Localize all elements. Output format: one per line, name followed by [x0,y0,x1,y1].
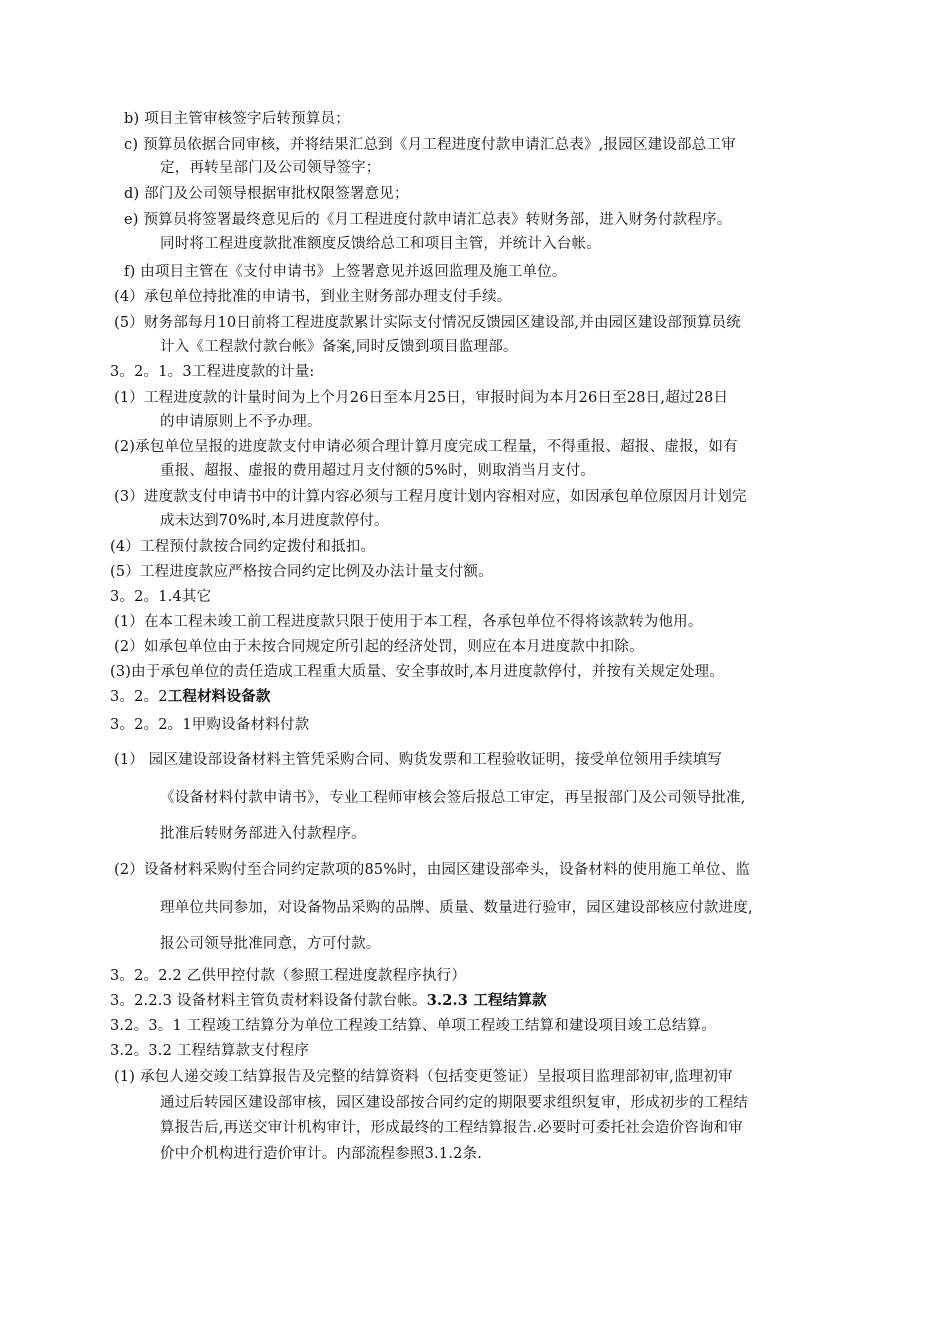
text-line-11: 3。2。1。3工程进度款的计量: [110,364,315,380]
text-line-5: e) 预算员将签署最终意见后的《月工程进度付款申请汇总表》转财务部，进入财务付款程序。 [124,212,732,228]
text-line-22: (2）如承包单位由于未按合同规定所引起的经济处罚，则应在本月进度款中扣除。 [114,639,644,655]
text-line-31: 报公司领导批准同意，方可付款。 [160,936,381,952]
text-line-32: 3。2。2.2 乙供甲控付款（参照工程进度款程序执行） [110,968,467,984]
text-line-2: c) 预算员依据合同审核，并将结果汇总到《月工程进度付款申请汇总表》,报园区建设部总工审 [124,137,736,153]
text-line-14: (2)承包单位呈报的进度款支付申请必须合理计算月度完成工程量，不得重报、超报、虚报，如有 [114,439,738,455]
text-line-21: (1）在本工程未竣工前工程进度款只限于使用于本工程，各承包单位不得将该款转为他用。 [114,614,703,630]
text-line-15: 重报、超报、虚报的费用超过月支付额的5%时，则取消当月支付。 [160,463,596,479]
text-line-17: 成未达到70%时,本月进度款停付。 [160,513,389,529]
text-line-9: (5）财务部每月10日前将工程进度款累计实际支付情况反馈园区建设部,并由园区建设部预算员统 [114,315,741,331]
text-line-39: 价中介机构进行造价审计。内部流程参照3.1.2条. [160,1146,483,1162]
text-line-38: 算报告后,再送交审计机构审计，形成最终的工程结算报告.必要时可委托社会造价咨询和审 [160,1120,743,1136]
text-line-35: 3.2。3.2 工程结算款支付程序 [110,1043,310,1059]
text-line-29: (2）设备材料采购付至合同约定款项的85%时，由园区建设部牵头，设备材料的使用施工单位、监 [114,862,751,878]
text-line-18: (4）工程预付款按合同约定拨付和抵扣。 [110,539,376,555]
text-line-10: 计入《工程款付款台帐》备案,同时反馈到项目监理部。 [160,339,518,355]
text-part: 3。2.2.3 设备材料主管负责材料设备付款台帐。 [110,993,427,1009]
text-line-4: d) 部门及公司领导根据审批权限签署意见； [124,186,409,202]
text-line-8: (4）承包单位持批准的申请书，到业主财务部办理支付手续。 [114,289,512,305]
text-line-20: 3。2。1.4其它 [110,589,212,605]
text-line-30: 理单位共同参加，对设备物品采购的品牌、质量、数量进行验审，园区建设部核应付款进度, [160,900,753,916]
text-line-19: (5）工程进度款应严格按合同约定比例及办法计量支付额。 [110,564,493,580]
section-title: 工程材料设备款 [167,688,271,705]
text-line-24 [110,687,271,707]
text-line-23: (3)由于承包单位的责任造成工程重大质量、安全事故时,本月进度款停付，并按有关规定处理。 [110,664,724,680]
section-number: 3。2。2 [110,689,168,705]
text-line-6: 同时将工程进度款批准额度反馈给总工和项目主管，并统计入台帐。 [160,236,601,252]
section-heading: 3.2.3 工程结算款 [426,992,547,1009]
text-line-3: 定，再转呈部门及公司领导签字； [160,160,381,176]
text-line-36: (1) 承包人递交竣工结算报告及完整的结算资料（包括变更签证）呈报项目监理部初审,监理初审 [114,1069,733,1085]
text-line-12: (1）工程进度款的计量时间为上个月26日至本月25日，审报时间为本月26日至28日,超过28日 [114,390,729,406]
text-line-26: (1） 园区建设部设备材料主管凭采购合同、购货发票和工程验收证明，接受单位领用手续填写 [114,752,723,768]
text-line-7: f) 由项目主管在《支付申请书》上签署意见并返回监理及施工单位。 [124,264,567,280]
text-line-13: 的申请原则上不予办理。 [160,414,322,430]
text-line-34: 3.2。3。1 工程竣工结算分为单位工程竣工结算、单项工程竣工结算和建设项目竣工总结算。 [110,1018,716,1034]
text-line-33 [110,991,547,1011]
text-line-27: 《设备材料付款申请书》，专业工程师审核会签后报总工审定，再呈报部门及公司领导批准, [160,790,746,806]
text-line-28: 批准后转财务部进入付款程序。 [160,826,366,842]
text-line-16: (3）进度款支付申请书中的计算内容必须与工程月度计划内容相对应，如因承包单位原因月计划完 [114,489,747,505]
text-line-1: b) 项目主管审核签字后转预算员； [124,111,350,127]
text-line-37: 通过后转园区建设部审核，园区建设部按合同约定的期限要求组织复审，形成初步的工程结 [160,1095,748,1111]
text-line-25: 3。2。2。1甲购设备材料付款 [110,717,310,733]
